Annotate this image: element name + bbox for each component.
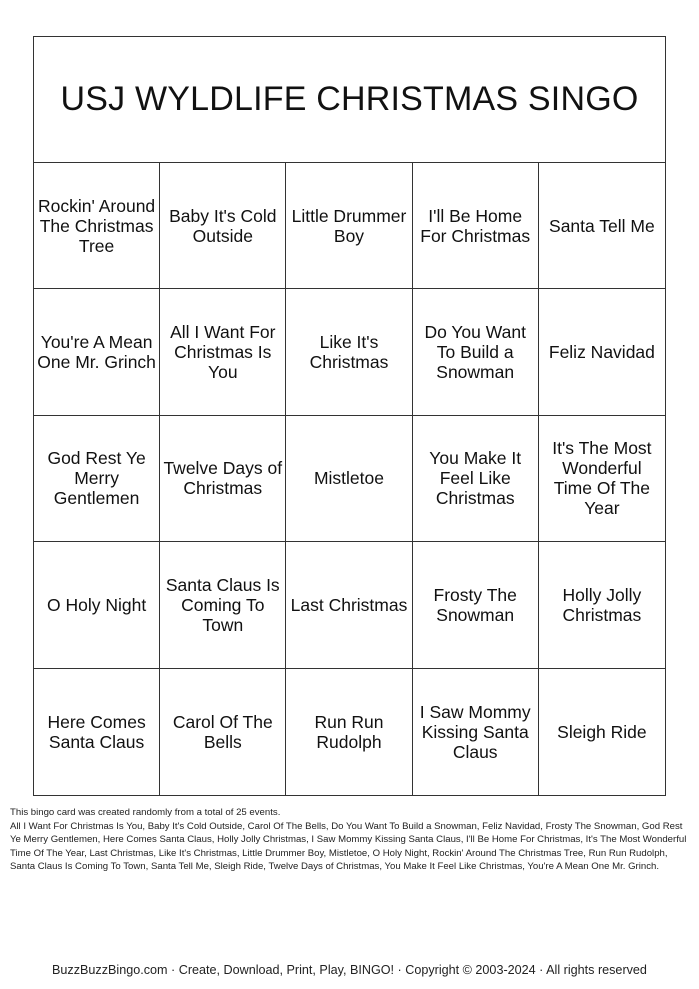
bingo-cell	[539, 669, 665, 795]
bingo-cell-text: Sleigh Ride	[557, 721, 647, 742]
bingo-cell	[413, 163, 539, 289]
bingo-cell	[539, 289, 665, 415]
bingo-cell-text: Last Christmas	[290, 594, 408, 615]
card-events-list: All I Want For Christmas Is You, Baby It's Cold Outside, Carol Of The Bells, Do You Want To Build a Snowman, Feliz Navidad, Frosty The Snowman, God Rest Ye Merry Gentlemen, Here Comes Santa Claus, Holly Jolly Christmas, I Saw Mommy Kissing Santa Claus, I'll Be Home For Christmas, It's The Most Wonderful Time Of The Year, Last Christmas, Like It's Christmas, Little Drummer Boy, Mistletoe, O Holy Night, Rockin' Around The Christmas Tree, Run Run Rudolph, Santa Claus Is Coming To Town, Santa Tell Me, Sleigh Ride, Twelve Days of Christmas, You Make It Feel Like Christmas, You're A Mean One Mr. Grinch.	[10, 820, 687, 872]
bingo-cell	[34, 669, 160, 795]
footer-credits: BuzzBuzzBingo.com · Create, Download, Print, Play, BINGO! · Copyright © 2003-2024 · All rights reserved	[52, 963, 647, 977]
bingo-cell-text: Like It's Christmas	[309, 332, 389, 373]
bingo-cell	[160, 163, 286, 289]
bingo-cell	[286, 163, 412, 289]
bingo-cell	[34, 416, 160, 542]
bingo-cell-text: Feliz Navidad	[548, 342, 655, 363]
bingo-cell-text: Rockin' Around The Christmas Tree	[38, 195, 156, 256]
bingo-cell	[160, 416, 286, 542]
bingo-cell	[286, 289, 412, 415]
bingo-cell-text: It's The Most Wonderful Time Of The Year	[552, 438, 652, 519]
bingo-cell-text: I'll Be Home For Christmas	[420, 205, 531, 246]
bingo-cell-text: O Holy Night	[46, 594, 147, 615]
bingo-cell	[286, 669, 412, 795]
bingo-cell-text: Santa Claus Is Coming To Town	[165, 574, 280, 635]
bingo-cell-text: God Rest Ye Merry Gentlemen	[47, 448, 146, 509]
bingo-cell-text: Mistletoe	[313, 468, 384, 489]
bingo-cell	[34, 163, 160, 289]
bingo-card	[33, 36, 666, 796]
card-title: USJ WYLDLIFE CHRISTMAS SINGO	[60, 80, 639, 118]
bingo-grid	[34, 163, 665, 795]
bingo-cell-text: Holly Jolly Christmas	[562, 584, 642, 625]
bingo-cell	[539, 542, 665, 668]
bingo-cell	[34, 289, 160, 415]
bingo-cell-text: Run Run Rudolph	[314, 711, 384, 752]
bingo-cell	[413, 542, 539, 668]
bingo-cell	[413, 289, 539, 415]
card-info-summary: This bingo card was created randomly from a total of 25 events.	[10, 807, 281, 818]
bingo-cell-text: You Make It Feel Like Christmas	[429, 448, 522, 509]
bingo-cell-text: Do You Want To Build a Snowman	[424, 322, 526, 383]
bingo-cell	[160, 289, 286, 415]
bingo-cell-text: Baby It's Cold Outside	[169, 205, 277, 246]
bingo-cell-text: Twelve Days of Christmas	[163, 458, 283, 499]
bingo-cell-text: You're A Mean One Mr. Grinch	[37, 332, 156, 373]
card-info	[10, 806, 690, 874]
bingo-cell	[413, 416, 539, 542]
bingo-cell	[413, 669, 539, 795]
bingo-cell	[286, 542, 412, 668]
bingo-cell	[539, 163, 665, 289]
bingo-cell-text: Carol Of The Bells	[172, 711, 273, 752]
bingo-cell-text: Frosty The Snowman	[433, 584, 517, 625]
bingo-cell	[160, 669, 286, 795]
bingo-cell	[160, 542, 286, 668]
bingo-cell	[286, 416, 412, 542]
bingo-cell-text: Little Drummer Boy	[291, 205, 407, 246]
bingo-cell-text: All I Want For Christmas Is You	[170, 322, 276, 383]
card-title-row	[34, 37, 665, 163]
bingo-cell	[539, 416, 665, 542]
bingo-cell-text: Here Comes Santa Claus	[47, 711, 146, 752]
bingo-cell-text: Santa Tell Me	[549, 215, 655, 236]
bingo-cell-text: I Saw Mommy Kissing Santa Claus	[419, 701, 531, 762]
bingo-cell	[34, 542, 160, 668]
